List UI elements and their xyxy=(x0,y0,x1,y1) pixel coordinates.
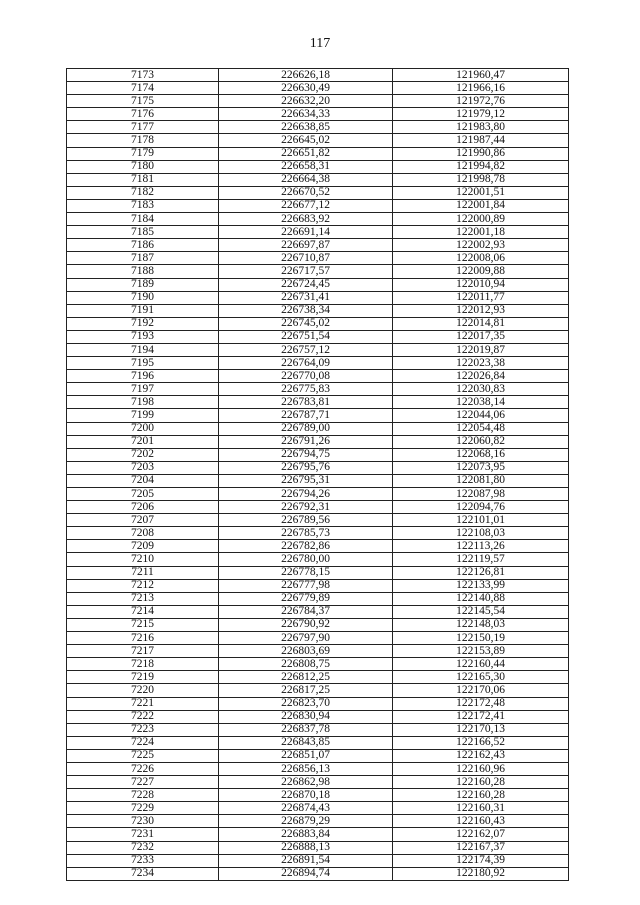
x-coordinate-cell: 226677,12 xyxy=(219,199,393,212)
table-row xyxy=(67,501,569,514)
table-row xyxy=(67,749,569,762)
point-number-cell: 7175 xyxy=(67,95,219,108)
table-row xyxy=(67,448,569,461)
x-coordinate-cell: 226785,73 xyxy=(219,527,393,540)
y-coordinate-cell: 122038,14 xyxy=(393,396,569,409)
y-coordinate-cell: 122126,81 xyxy=(393,566,569,579)
table-row xyxy=(67,186,569,199)
point-number-cell: 7203 xyxy=(67,461,219,474)
point-number-cell: 7181 xyxy=(67,173,219,186)
table-row xyxy=(67,474,569,487)
table-row xyxy=(67,108,569,121)
point-number-cell: 7190 xyxy=(67,291,219,304)
x-coordinate-cell: 226791,26 xyxy=(219,435,393,448)
y-coordinate-cell: 122160,28 xyxy=(393,789,569,802)
x-coordinate-cell: 226830,94 xyxy=(219,710,393,723)
point-number-cell: 7228 xyxy=(67,789,219,802)
y-coordinate-cell: 122054,48 xyxy=(393,422,569,435)
x-coordinate-cell: 226851,07 xyxy=(219,749,393,762)
table-row xyxy=(67,330,569,343)
table-row xyxy=(67,841,569,854)
x-coordinate-cell: 226795,76 xyxy=(219,461,393,474)
y-coordinate-cell: 121960,47 xyxy=(393,69,569,82)
table-row xyxy=(67,95,569,108)
x-coordinate-cell: 226888,13 xyxy=(219,841,393,854)
point-number-cell: 7185 xyxy=(67,226,219,239)
x-coordinate-cell: 226738,34 xyxy=(219,304,393,317)
y-coordinate-cell: 122030,83 xyxy=(393,383,569,396)
x-coordinate-cell: 226803,69 xyxy=(219,645,393,658)
y-coordinate-cell: 122180,92 xyxy=(393,867,569,880)
table-row xyxy=(67,383,569,396)
point-number-cell: 7189 xyxy=(67,278,219,291)
x-coordinate-cell: 226638,85 xyxy=(219,121,393,134)
point-number-cell: 7215 xyxy=(67,618,219,631)
x-coordinate-cell: 226745,02 xyxy=(219,317,393,330)
y-coordinate-cell: 122174,39 xyxy=(393,854,569,867)
point-number-cell: 7233 xyxy=(67,854,219,867)
x-coordinate-cell: 226795,31 xyxy=(219,474,393,487)
point-number-cell: 7212 xyxy=(67,579,219,592)
table-row xyxy=(67,488,569,501)
x-coordinate-cell: 226664,38 xyxy=(219,173,393,186)
point-number-cell: 7176 xyxy=(67,108,219,121)
x-coordinate-cell: 226794,75 xyxy=(219,448,393,461)
y-coordinate-cell: 122017,35 xyxy=(393,330,569,343)
y-coordinate-cell: 121979,12 xyxy=(393,108,569,121)
table-row xyxy=(67,867,569,880)
y-coordinate-cell: 122160,31 xyxy=(393,802,569,815)
table-row xyxy=(67,213,569,226)
table-row xyxy=(67,697,569,710)
x-coordinate-cell: 226891,54 xyxy=(219,854,393,867)
point-number-cell: 7232 xyxy=(67,841,219,854)
y-coordinate-cell: 122101,01 xyxy=(393,514,569,527)
y-coordinate-cell: 122000,89 xyxy=(393,213,569,226)
point-number-cell: 7182 xyxy=(67,186,219,199)
y-coordinate-cell: 122162,43 xyxy=(393,749,569,762)
x-coordinate-cell: 226894,74 xyxy=(219,867,393,880)
x-coordinate-cell: 226780,00 xyxy=(219,553,393,566)
y-coordinate-cell: 122094,76 xyxy=(393,501,569,514)
table-row xyxy=(67,291,569,304)
x-coordinate-cell: 226757,12 xyxy=(219,343,393,356)
point-number-cell: 7199 xyxy=(67,409,219,422)
table-row xyxy=(67,134,569,147)
point-number-cell: 7207 xyxy=(67,514,219,527)
table-row xyxy=(67,592,569,605)
point-number-cell: 7198 xyxy=(67,396,219,409)
point-number-cell: 7229 xyxy=(67,802,219,815)
y-coordinate-cell: 122150,19 xyxy=(393,632,569,645)
point-number-cell: 7219 xyxy=(67,671,219,684)
point-number-cell: 7178 xyxy=(67,134,219,147)
y-coordinate-cell: 122153,89 xyxy=(393,645,569,658)
x-coordinate-cell: 226792,31 xyxy=(219,501,393,514)
y-coordinate-cell: 122023,38 xyxy=(393,357,569,370)
x-coordinate-cell: 226812,25 xyxy=(219,671,393,684)
table-row xyxy=(67,776,569,789)
x-coordinate-cell: 226783,81 xyxy=(219,396,393,409)
x-coordinate-cell: 226651,82 xyxy=(219,147,393,160)
coordinates-table xyxy=(66,68,569,881)
table-row xyxy=(67,762,569,775)
x-coordinate-cell: 226626,18 xyxy=(219,69,393,82)
point-number-cell: 7200 xyxy=(67,422,219,435)
table-row xyxy=(67,710,569,723)
table-row xyxy=(67,815,569,828)
x-coordinate-cell: 226856,13 xyxy=(219,762,393,775)
y-coordinate-cell: 121966,16 xyxy=(393,82,569,95)
y-coordinate-cell: 122145,54 xyxy=(393,605,569,618)
page-number: 117 xyxy=(309,36,331,51)
x-coordinate-cell: 226691,14 xyxy=(219,226,393,239)
x-coordinate-cell: 226764,09 xyxy=(219,357,393,370)
point-number-cell: 7225 xyxy=(67,749,219,762)
point-number-cell: 7188 xyxy=(67,265,219,278)
x-coordinate-cell: 226683,92 xyxy=(219,213,393,226)
y-coordinate-cell: 122160,44 xyxy=(393,658,569,671)
table-row xyxy=(67,540,569,553)
table-row xyxy=(67,357,569,370)
point-number-cell: 7174 xyxy=(67,82,219,95)
point-number-cell: 7205 xyxy=(67,488,219,501)
table-row xyxy=(67,684,569,697)
y-coordinate-cell: 122008,06 xyxy=(393,252,569,265)
x-coordinate-cell: 226808,75 xyxy=(219,658,393,671)
point-number-cell: 7194 xyxy=(67,343,219,356)
point-number-cell: 7223 xyxy=(67,723,219,736)
y-coordinate-cell: 121990,86 xyxy=(393,147,569,160)
point-number-cell: 7183 xyxy=(67,199,219,212)
table-row xyxy=(67,252,569,265)
point-number-cell: 7184 xyxy=(67,213,219,226)
point-number-cell: 7180 xyxy=(67,160,219,173)
x-coordinate-cell: 226862,98 xyxy=(219,776,393,789)
x-coordinate-cell: 226817,25 xyxy=(219,684,393,697)
point-number-cell: 7214 xyxy=(67,605,219,618)
table-row xyxy=(67,69,569,82)
table-row xyxy=(67,658,569,671)
x-coordinate-cell: 226797,90 xyxy=(219,632,393,645)
point-number-cell: 7226 xyxy=(67,762,219,775)
x-coordinate-cell: 226784,37 xyxy=(219,605,393,618)
x-coordinate-cell: 226717,57 xyxy=(219,265,393,278)
y-coordinate-cell: 122140,88 xyxy=(393,592,569,605)
x-coordinate-cell: 226883,84 xyxy=(219,828,393,841)
x-coordinate-cell: 226731,41 xyxy=(219,291,393,304)
y-coordinate-cell: 121972,76 xyxy=(393,95,569,108)
table-row xyxy=(67,566,569,579)
y-coordinate-cell: 122148,03 xyxy=(393,618,569,631)
y-coordinate-cell: 122011,77 xyxy=(393,291,569,304)
table-row xyxy=(67,173,569,186)
point-number-cell: 7173 xyxy=(67,69,219,82)
x-coordinate-cell: 226790,92 xyxy=(219,618,393,631)
x-coordinate-cell: 226777,98 xyxy=(219,579,393,592)
y-coordinate-cell: 122172,41 xyxy=(393,710,569,723)
table-row xyxy=(67,396,569,409)
table-row xyxy=(67,553,569,566)
y-coordinate-cell: 121998,78 xyxy=(393,173,569,186)
y-coordinate-cell: 121983,80 xyxy=(393,121,569,134)
point-number-cell: 7179 xyxy=(67,147,219,160)
y-coordinate-cell: 122160,28 xyxy=(393,776,569,789)
x-coordinate-cell: 226645,02 xyxy=(219,134,393,147)
table-row xyxy=(67,317,569,330)
table-row xyxy=(67,618,569,631)
table-row xyxy=(67,435,569,448)
point-number-cell: 7191 xyxy=(67,304,219,317)
y-coordinate-cell: 122001,84 xyxy=(393,199,569,212)
table-row xyxy=(67,278,569,291)
point-number-cell: 7192 xyxy=(67,317,219,330)
y-coordinate-cell: 122044,06 xyxy=(393,409,569,422)
point-number-cell: 7218 xyxy=(67,658,219,671)
table-row xyxy=(67,854,569,867)
point-number-cell: 7221 xyxy=(67,697,219,710)
table-row xyxy=(67,514,569,527)
table-row xyxy=(67,265,569,278)
y-coordinate-cell: 122167,37 xyxy=(393,841,569,854)
table-row xyxy=(67,789,569,802)
x-coordinate-cell: 226697,87 xyxy=(219,239,393,252)
point-number-cell: 7231 xyxy=(67,828,219,841)
y-coordinate-cell: 122068,16 xyxy=(393,448,569,461)
point-number-cell: 7213 xyxy=(67,592,219,605)
point-number-cell: 7217 xyxy=(67,645,219,658)
point-number-cell: 7193 xyxy=(67,330,219,343)
y-coordinate-cell: 122014,81 xyxy=(393,317,569,330)
table-row xyxy=(67,121,569,134)
point-number-cell: 7197 xyxy=(67,383,219,396)
x-coordinate-cell: 226778,15 xyxy=(219,566,393,579)
table-row xyxy=(67,802,569,815)
point-number-cell: 7186 xyxy=(67,239,219,252)
y-coordinate-cell: 122119,57 xyxy=(393,553,569,566)
y-coordinate-cell: 122081,80 xyxy=(393,474,569,487)
table-row xyxy=(67,736,569,749)
x-coordinate-cell: 226874,43 xyxy=(219,802,393,815)
table-row xyxy=(67,199,569,212)
table-row xyxy=(67,605,569,618)
y-coordinate-cell: 122087,98 xyxy=(393,488,569,501)
point-number-cell: 7177 xyxy=(67,121,219,134)
y-coordinate-cell: 122113,26 xyxy=(393,540,569,553)
x-coordinate-cell: 226870,18 xyxy=(219,789,393,802)
x-coordinate-cell: 226794,26 xyxy=(219,488,393,501)
table-row xyxy=(67,527,569,540)
table-row xyxy=(67,632,569,645)
x-coordinate-cell: 226789,00 xyxy=(219,422,393,435)
y-coordinate-cell: 122108,03 xyxy=(393,527,569,540)
table-row xyxy=(67,304,569,317)
point-number-cell: 7196 xyxy=(67,370,219,383)
point-number-cell: 7230 xyxy=(67,815,219,828)
y-coordinate-cell: 122170,06 xyxy=(393,684,569,697)
table-row xyxy=(67,645,569,658)
x-coordinate-cell: 226632,20 xyxy=(219,95,393,108)
x-coordinate-cell: 226710,87 xyxy=(219,252,393,265)
table-row xyxy=(67,82,569,95)
x-coordinate-cell: 226670,52 xyxy=(219,186,393,199)
table-row xyxy=(67,461,569,474)
x-coordinate-cell: 226775,83 xyxy=(219,383,393,396)
point-number-cell: 7206 xyxy=(67,501,219,514)
table-row xyxy=(67,409,569,422)
point-number-cell: 7222 xyxy=(67,710,219,723)
point-number-cell: 7209 xyxy=(67,540,219,553)
point-number-cell: 7210 xyxy=(67,553,219,566)
table-row xyxy=(67,343,569,356)
y-coordinate-cell: 122060,82 xyxy=(393,435,569,448)
point-number-cell: 7224 xyxy=(67,736,219,749)
point-number-cell: 7208 xyxy=(67,527,219,540)
y-coordinate-cell: 122012,93 xyxy=(393,304,569,317)
point-number-cell: 7187 xyxy=(67,252,219,265)
y-coordinate-cell: 122160,43 xyxy=(393,815,569,828)
x-coordinate-cell: 226787,71 xyxy=(219,409,393,422)
y-coordinate-cell: 122001,51 xyxy=(393,186,569,199)
point-number-cell: 7204 xyxy=(67,474,219,487)
x-coordinate-cell: 226751,54 xyxy=(219,330,393,343)
point-number-cell: 7195 xyxy=(67,357,219,370)
x-coordinate-cell: 226779,89 xyxy=(219,592,393,605)
x-coordinate-cell: 226770,08 xyxy=(219,370,393,383)
point-number-cell: 7220 xyxy=(67,684,219,697)
y-coordinate-cell: 122073,95 xyxy=(393,461,569,474)
table-row xyxy=(67,671,569,684)
y-coordinate-cell: 122172,48 xyxy=(393,697,569,710)
x-coordinate-cell: 226782,86 xyxy=(219,540,393,553)
x-coordinate-cell: 226634,33 xyxy=(219,108,393,121)
table-row xyxy=(67,828,569,841)
x-coordinate-cell: 226630,49 xyxy=(219,82,393,95)
y-coordinate-cell: 122009,88 xyxy=(393,265,569,278)
x-coordinate-cell: 226843,85 xyxy=(219,736,393,749)
x-coordinate-cell: 226658,31 xyxy=(219,160,393,173)
y-coordinate-cell: 122010,94 xyxy=(393,278,569,291)
x-coordinate-cell: 226879,29 xyxy=(219,815,393,828)
table-row xyxy=(67,160,569,173)
y-coordinate-cell: 122001,18 xyxy=(393,226,569,239)
y-coordinate-cell: 122165,30 xyxy=(393,671,569,684)
y-coordinate-cell: 122133,99 xyxy=(393,579,569,592)
x-coordinate-cell: 226724,45 xyxy=(219,278,393,291)
x-coordinate-cell: 226837,78 xyxy=(219,723,393,736)
table-row xyxy=(67,239,569,252)
x-coordinate-cell: 226789,56 xyxy=(219,514,393,527)
table-row xyxy=(67,147,569,160)
y-coordinate-cell: 122170,13 xyxy=(393,723,569,736)
y-coordinate-cell: 121994,82 xyxy=(393,160,569,173)
table-row xyxy=(67,370,569,383)
y-coordinate-cell: 122160,96 xyxy=(393,762,569,775)
point-number-cell: 7216 xyxy=(67,632,219,645)
y-coordinate-cell: 122026,84 xyxy=(393,370,569,383)
table-row xyxy=(67,226,569,239)
x-coordinate-cell: 226823,70 xyxy=(219,697,393,710)
point-number-cell: 7211 xyxy=(67,566,219,579)
y-coordinate-cell: 121987,44 xyxy=(393,134,569,147)
point-number-cell: 7227 xyxy=(67,776,219,789)
table-row xyxy=(67,579,569,592)
y-coordinate-cell: 122002,93 xyxy=(393,239,569,252)
y-coordinate-cell: 122166,52 xyxy=(393,736,569,749)
point-number-cell: 7234 xyxy=(67,867,219,880)
table-row xyxy=(67,723,569,736)
y-coordinate-cell: 122019,87 xyxy=(393,343,569,356)
point-number-cell: 7202 xyxy=(67,448,219,461)
y-coordinate-cell: 122162,07 xyxy=(393,828,569,841)
point-number-cell: 7201 xyxy=(67,435,219,448)
table-row xyxy=(67,422,569,435)
